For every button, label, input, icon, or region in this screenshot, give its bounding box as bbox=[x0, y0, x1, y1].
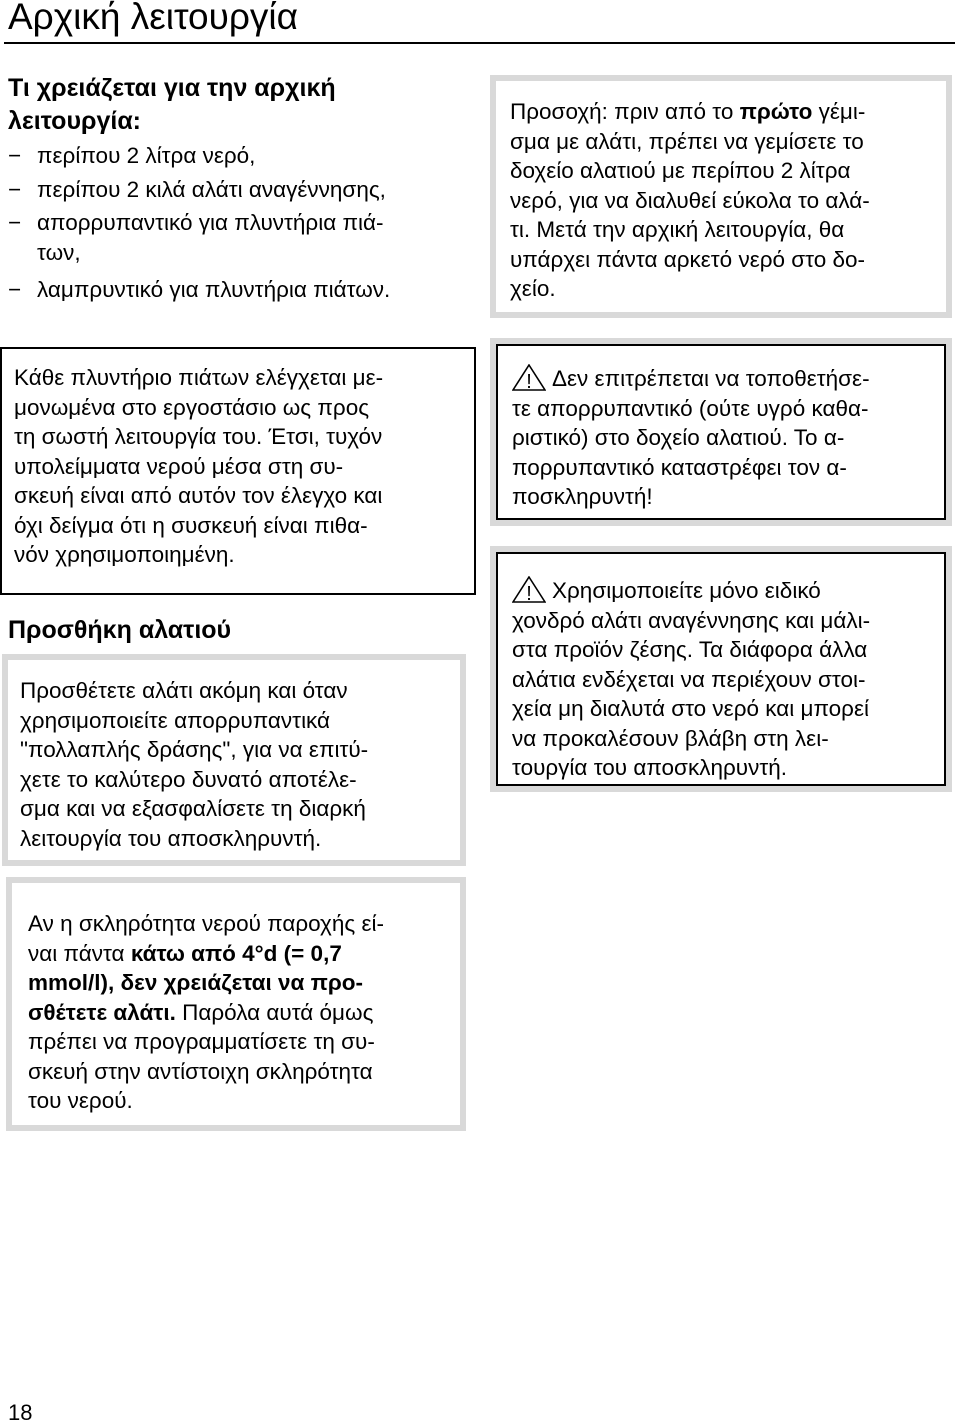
list-item bbox=[8, 208, 478, 267]
salt-heading: Προσθήκη αλατιού bbox=[8, 616, 232, 644]
factory-note-text: Κάθε πλυντήριο πιάτων ελέγχεται με- μονωμένα στο εργοστάσιο ως προς τη σωστή λειτουργία του. Έτσι, τυχόν υπολείμματα νερού μέσα στη συ- σκευή είναι από αυτόν τον έλεγχο και όχι δείγμα ότι η συσκευή είναι πιθα- νόν χρησιμοποιημένη. bbox=[14, 365, 384, 567]
requirements-heading: Τι χρειάζεται για την αρχική λειτουργία: bbox=[8, 74, 336, 135]
warning-salt-type-body: Χρησιμοποιείτε μόνο ειδικό χονδρό αλάτι αναγέννησης και μάλι- στα προϊόν ζέσης. Τα διάφορα άλλα αλάτια ενδέχεται να περιέχουν στοι- χεία μη διαλυτά στο νερό και μπορεί να προκαλέσουν βλάβη στη λει- τουργία του αποσκληρυντή. bbox=[512, 578, 871, 780]
page-title: Αρχική λειτουργία bbox=[8, 0, 299, 37]
dash-bullet: − bbox=[8, 143, 22, 168]
caution-text-b: γέμι- σμα με αλάτι, πρέπει να γεμίσετε το δοχείο αλατιού με περίπου 2 λίτρα νερό, για να διαλυθεί εύκολα το αλά- τι. Μετά την αρχική λειτουργία, θα υπάρχει πάντα αρκετό νερό στο δο- χείο. bbox=[510, 99, 870, 301]
dash-bullet: − bbox=[8, 277, 22, 302]
dash-bullet: − bbox=[8, 210, 22, 235]
caution-box bbox=[490, 75, 952, 318]
caution-text-a: Προσοχή: πριν από το bbox=[510, 99, 740, 124]
page-number: 18 bbox=[8, 1400, 33, 1425]
warning-detergent-text bbox=[512, 364, 936, 512]
warning-detergent-body: Δεν επιτρέπεται να τοποθετήσε- τε απορρυπαντικό (ούτε υγρό καθα- ριστικό) στο δοχείο αλατιού. Το α- πορρυπαντικό καταστρέφει τον α- ποσκληρυντή! bbox=[512, 366, 870, 509]
caution-text bbox=[510, 97, 938, 304]
hardness-note-text-a: Αν η σκληρότητα νερού παροχής εί- ναι πάντα bbox=[28, 911, 385, 966]
warning-salt-type-box bbox=[490, 546, 952, 792]
warning-salt-type-text bbox=[512, 576, 936, 783]
list-item bbox=[8, 275, 478, 305]
factory-note-box bbox=[0, 347, 476, 595]
hardness-note-text-b: Παρόλα αυτά όμως πρέπει να προγραμματίσετε τη συ- σκευή στην αντίστοιχη σκληρότητα του νερού. bbox=[28, 999, 375, 1113]
caution-bold: πρώτο bbox=[739, 99, 813, 124]
list-item bbox=[8, 175, 478, 205]
dash-bullet: − bbox=[8, 176, 22, 202]
list-item-text: λαμπρυντικό για πλυντήρια πιάτων. bbox=[37, 277, 391, 302]
list-item bbox=[8, 141, 478, 171]
svg-text:!: ! bbox=[526, 583, 532, 603]
warning-triangle-icon bbox=[512, 364, 546, 390]
requirements-list bbox=[8, 141, 478, 309]
hardness-note-bold: κάτω από 4°d (= 0,7 mmol/l), δεν χρειάζεται να προ- σθέτετε αλάτι. bbox=[28, 940, 363, 1025]
salt-info-box bbox=[2, 654, 466, 866]
title-rule bbox=[4, 42, 955, 44]
list-item-text: περίπου 2 κιλά αλάτι αναγέννησης, bbox=[37, 176, 386, 202]
warning-triangle-icon bbox=[512, 576, 546, 602]
svg-text:!: ! bbox=[526, 371, 532, 391]
list-item-text: περίπου 2 λίτρα νερό, bbox=[37, 143, 256, 168]
salt-info-text: Προσθέτετε αλάτι ακόμη και όταν χρησιμοποιείτε απορρυπαντικά "πολλαπλής δράσης", για να επιτύ- χετε το καλύτερο δυνατό αποτέλε- σμα και να εξασφαλίσετε τη διαρκή λειτουργία του αποσκληρυντή. bbox=[20, 678, 369, 851]
warning-detergent-box bbox=[490, 338, 952, 526]
list-item-text: απορρυπαντικό για πλυντήρια πιά- των, bbox=[37, 210, 384, 265]
hardness-note-text bbox=[28, 909, 452, 1116]
hardness-note-box bbox=[6, 877, 466, 1131]
